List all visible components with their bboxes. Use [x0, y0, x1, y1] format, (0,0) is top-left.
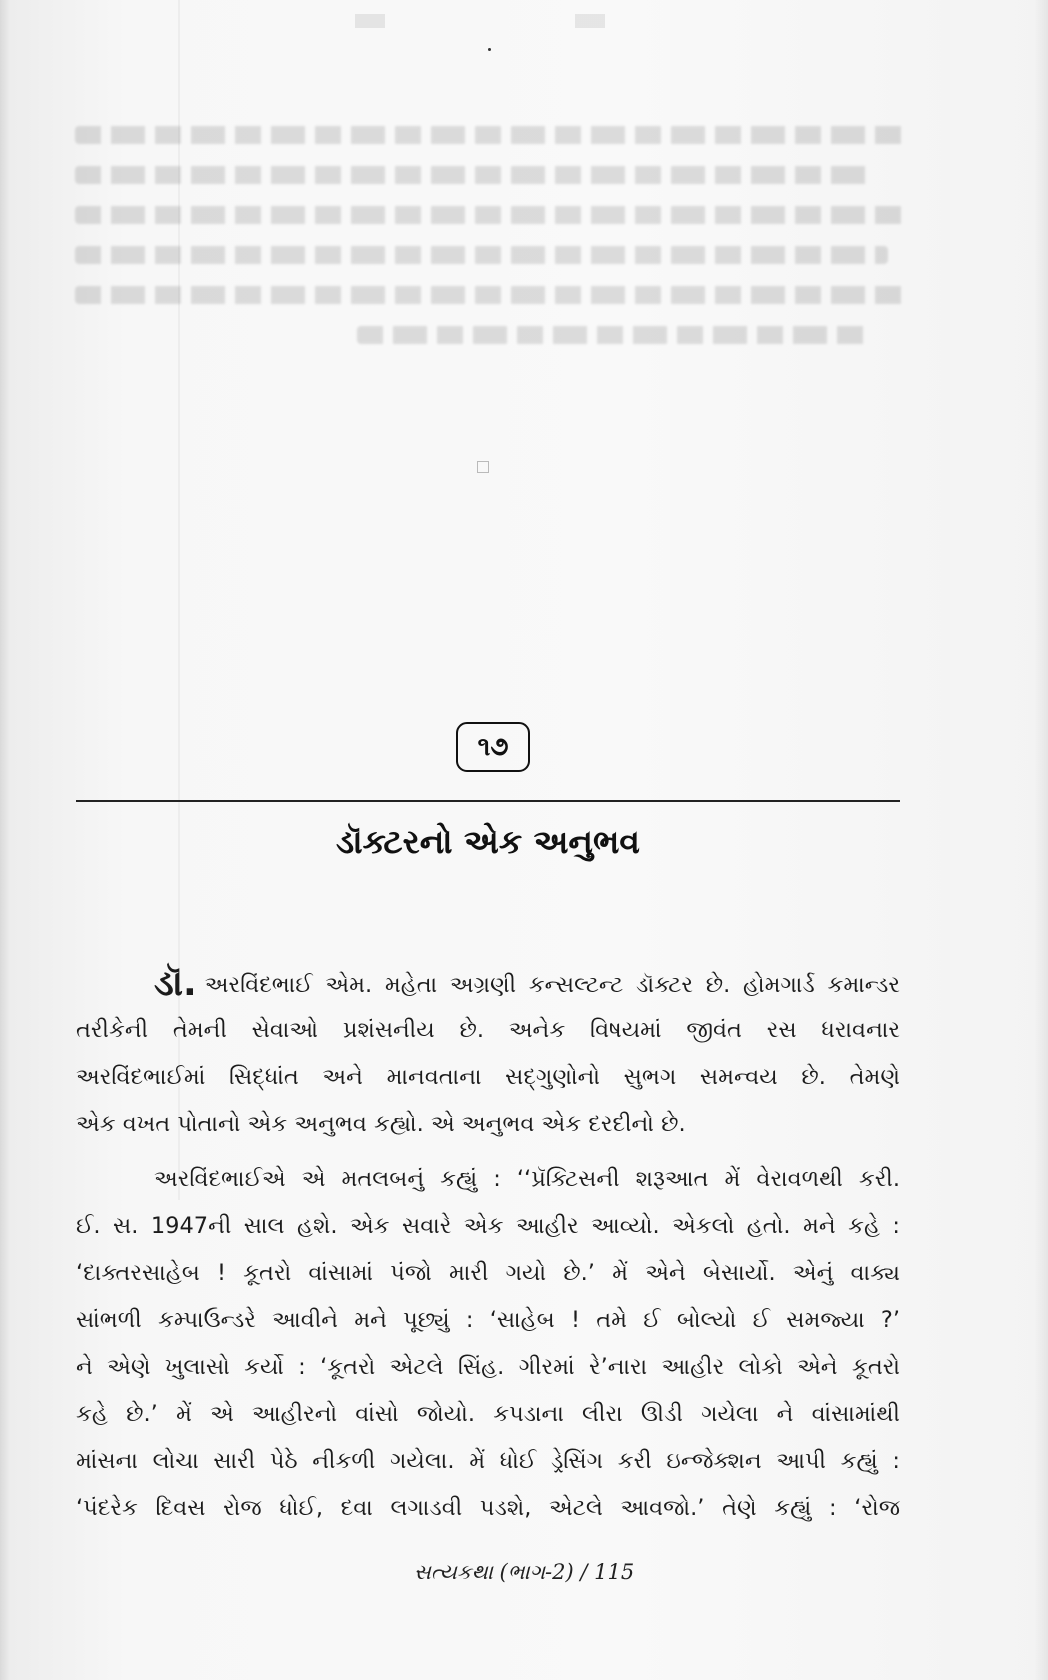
body-line: કહે છે.’ મેં એ આહીરનો વાંસો જોયો. કપડાના લીરા ઊડી ગયેલા ને વાંસામાંથી [76, 1401, 900, 1427]
drop-cap: ડૉ. [154, 963, 197, 1004]
chapter-title: ડૉક્ટરનો એક અનુભવ [336, 822, 640, 861]
title-rule [76, 800, 900, 802]
body-line: ઈ. સ. 1947ની સાલ હશે. એક સવારે એક આહીર આવ્યો. એકલો હતો. મને કહે : [76, 1213, 900, 1239]
chapter-number-badge: ૧૭ [456, 722, 530, 772]
body-line: ને એણે ખુલાસો કર્યો : ‘કૂતરો એટલે સિંહ. ગીરમાં રે’નારા આહીર લોકો એને કૂતરો [76, 1354, 900, 1380]
body-line: ડૉ. અરવિંદભાઈ એમ. મહેતા અગ્રણી કન્સલ્ટન્ટ ડૉક્ટર છે. હોમગાર્ડ કમાન્ડર [154, 963, 900, 1004]
body-line: સાંભળી કમ્પાઉન્ડરે આવીને મને પૂછ્યું : ‘સાહેબ ! તમે ઈ બોલ્યો ઈ સમજ્યા ?’ [76, 1307, 900, 1333]
bleed-through-text [75, 126, 905, 426]
scan-shadow-right [1034, 0, 1048, 1680]
body-line: ‘પંદરેક દિવસ રોજ ધોઈ, દવા લગાડવી પડશે, એટલે આવજો.’ તેણે કહ્યું : ‘રોજ [76, 1495, 900, 1521]
speck [488, 48, 491, 51]
body-line: ‘દાક્તરસાહેબ ! કૂતરો વાંસામાં પંજો મારી ગયો છે.’ મેં એને બેસાર્યો. એનું વાક્ય [76, 1260, 900, 1286]
body-line: તરીકેની તેમની સેવાઓ પ્રશંસનીય છે. અનેક વિષયમાં જીવંત રસ ધરાવનાર [76, 1017, 900, 1043]
bleed-through-header [355, 14, 715, 28]
body-line: એક વખત પોતાનો એક અનુભવ કહ્યો. એ અનુભવ એક દરદીનો છે. [76, 1111, 686, 1138]
body-line: અરવિંદભાઈમાં સિદ્ધાંત અને માનવતાના સદ્‌ગુણોનો સુભગ સમન્વય છે. તેમણે [76, 1064, 900, 1090]
body-line: અરવિંદભાઈએ એ મતલબનું કહ્યું : ‘‘પ્રૅક્ટિસની શરૂઆત મેં વેરાવળથી કરી. [154, 1166, 900, 1192]
bleed-through-mark [477, 461, 489, 473]
body-line: માંસના લોચા સારી પેઠે નીકળી ગયેલા. મેં ધોઈ ડ્રેસિંગ કરી ઇન્જેક્શન આપી કહ્યું : [76, 1448, 900, 1474]
body-text [76, 960, 900, 1532]
page-footer: સત્યકથા (ભાગ-2) / 115 [413, 1560, 635, 1584]
scan-shadow-left [0, 0, 10, 1680]
